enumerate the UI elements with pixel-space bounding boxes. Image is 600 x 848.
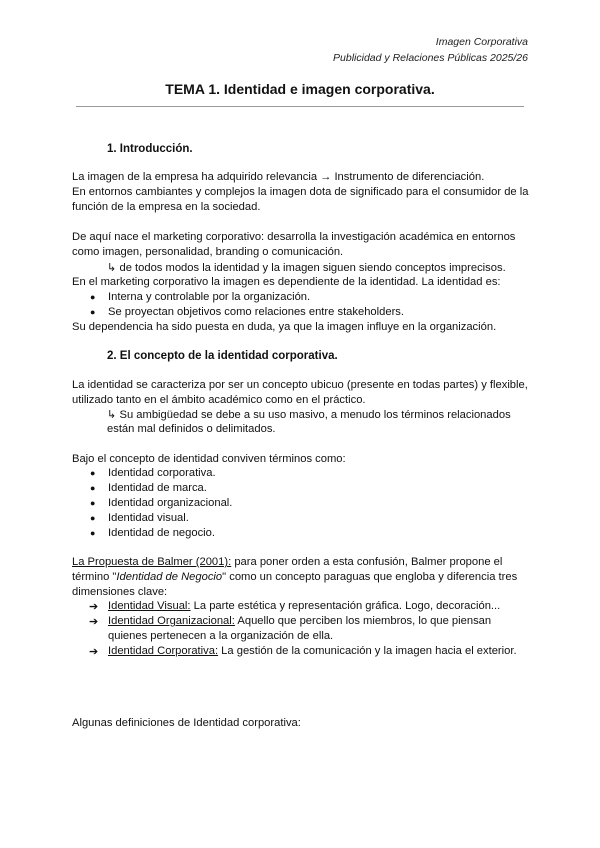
balmer-line2: término "Identidad de Negocio" como un concepto paraguas que engloba y diferencia tres <box>72 571 518 583</box>
list-item: ● Identidad visual. <box>108 512 189 524</box>
section-1-p4: En el marketing corporativo la imagen es dependiente de la identidad. La identidad es: <box>72 276 501 288</box>
section-2-p1-line1: La identidad se caracteriza por ser un concepto ubicuo (presente en todas partes) y flexible, <box>72 379 528 391</box>
header-degree: Publicidad y Relaciones Públicas 2025/26 <box>333 52 528 64</box>
dimension-item: ➔ Identidad Visual: La parte estética y representación gráfica. Logo, decoración... <box>108 600 500 612</box>
list-item: ● Identidad de marca. <box>108 482 207 494</box>
list-item: ● Interna y controlable por la organización. <box>108 291 310 303</box>
section-2-heading: 2. El concepto de la identidad corporativa. <box>107 350 338 362</box>
list-item: ● Identidad de negocio. <box>108 527 215 539</box>
section-1-p3-sub: ↳ de todos modos la identidad y la imagen siguen siendo conceptos imprecisos. <box>107 262 506 274</box>
title-divider <box>76 106 524 107</box>
section-1-p1: La imagen de la empresa ha adquirido relevancia → Instrumento de diferenciación. <box>72 171 485 183</box>
section-1-p3-line2: como imagen, personalidad, branding o comunicación. <box>72 246 344 258</box>
section-1-p5: Su dependencia ha sido puesta en duda, ya que la imagen influye en la organización. <box>72 321 497 333</box>
definitions-intro: Algunas definiciones de Identidad corporativa: <box>72 717 301 729</box>
section-1-p2-line2: función de la empresa en la sociedad. <box>72 201 261 213</box>
section-2-p2: Bajo el concepto de identidad conviven términos como: <box>72 453 346 465</box>
list-item: ● Se proyectan objetivos como relaciones entre stakeholders. <box>108 306 404 318</box>
section-1-p3-line1: De aquí nace el marketing corporativo: desarrolla la investigación académica en entornos <box>72 231 516 243</box>
dimension-item: ➔ Identidad Organizacional: Aquello que perciben los miembros, lo que piensan <box>108 615 491 627</box>
section-2-p1-line2: utilizado tanto en el ámbito académico como en el práctico. <box>72 394 366 406</box>
balmer-line3: dimensiones clave: <box>72 586 168 598</box>
section-1-heading: 1. Introducción. <box>107 143 193 155</box>
dimension-item: ➔ Identidad Corporativa: La gestión de la comunicación y la imagen hacia el exterior. <box>108 645 517 657</box>
balmer-line1: La Propuesta de Balmer (2001): para poner orden a esta confusión, Balmer propone el <box>72 556 503 568</box>
section-1-p2-line1: En entornos cambiantes y complejos la imagen dota de significado para el consumidor de la <box>72 186 529 198</box>
section-2-sub-line1: ↳ Su ambigüedad se debe a su uso masivo, a menudo los términos relacionados <box>107 409 511 421</box>
dimension-item-continuation: quienes pertenecen a la organización de ella. <box>108 630 334 642</box>
list-item: ● Identidad corporativa. <box>108 467 216 479</box>
page-title: TEMA 1. Identidad e imagen corporativa. <box>165 81 435 97</box>
balmer-link[interactable]: La Propuesta de Balmer (2001): <box>72 556 232 568</box>
header-course: Imagen Corporativa <box>435 36 528 48</box>
section-2-sub-line2: están mal definidos o delimitados. <box>107 423 276 435</box>
list-item: ● Identidad organizacional. <box>108 497 232 509</box>
